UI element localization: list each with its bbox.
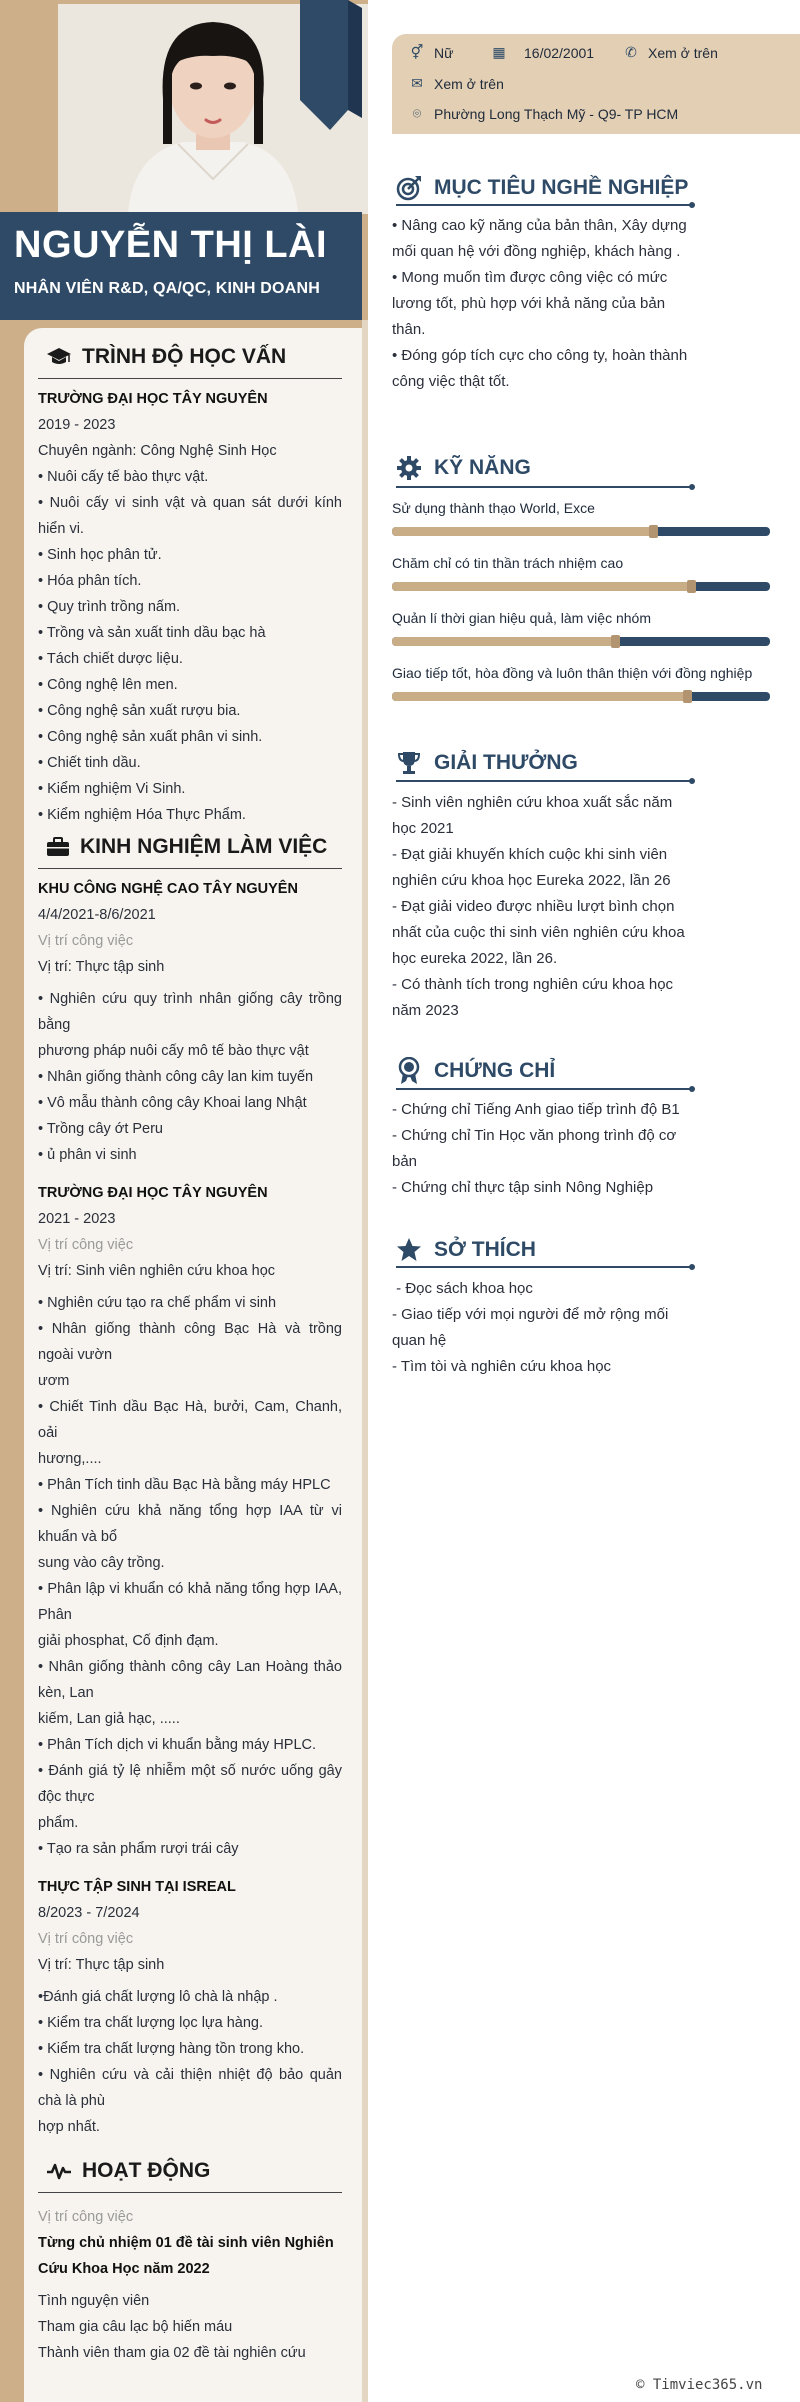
map-pin-icon: ⌾ (412, 105, 422, 121)
skill-bar (392, 582, 770, 591)
job-line: • Nghiên cứu khả năng tổng hợp IAA từ vi khuẩn và bổ (38, 1503, 342, 1545)
job-position: Vị trí: Thực tập sinh (38, 959, 165, 975)
education-divider (38, 378, 342, 379)
trophy-icon (396, 750, 422, 776)
education-years: 2019 - 2023 (38, 417, 116, 433)
job-position: Vị trí: Sinh viên nghiên cứu khoa học (38, 1263, 276, 1279)
skill-label: Sử dụng thành thạo World, Exce (392, 500, 595, 516)
job-org: TRƯỜNG ĐẠI HỌC TÂY NGUYÊN (38, 1185, 268, 1201)
contact-address-value: Phường Long Thạch Mỹ - Q9- TP HCM (434, 105, 679, 122)
hobbies-content (392, 1276, 692, 1380)
contact-gender-value: Nữ (434, 44, 454, 61)
job-title: NHÂN VIÊN R&D, QA/QC, KINH DOANH (14, 280, 320, 297)
job-position: Vị trí: Thực tập sinh (38, 1957, 165, 1973)
education-item: • Kiểm nghiệm Vi Sinh. (38, 781, 186, 797)
experience-heading-label: KINH NGHIỆM LÀM VIỆC (80, 835, 328, 858)
skills-heading (396, 450, 531, 486)
education-item: • Kiểm nghiệm Hóa Thực Phẩm. (38, 807, 246, 823)
education-item: • Tách chiết dược liệu. (38, 651, 183, 667)
medal-icon (396, 1057, 422, 1085)
skill-bar (392, 637, 770, 646)
skill-bar-fill (392, 692, 687, 701)
award-item: - Đạt giải video được nhiều lượt bình chọn nhất của cuộc thi sinh viên nghiên cứu khoa học eureka 2022, lần 26. (392, 898, 685, 967)
job-line: • Nhân giống thành công Bạc Hà và trồng ngoài vườn (38, 1321, 342, 1363)
job-line: • Nghiên cứu quy trình nhân giống cây trồng bằng (38, 991, 342, 1033)
contact-address (408, 105, 678, 122)
job-position-placeholder: Vị trí công việc (38, 1237, 134, 1253)
education-item: • Nuôi cấy vi sinh vật và quan sát dưới kính hiển vi. (38, 495, 342, 537)
objective-item: • Mong muốn tìm được công việc có mức lương tốt, phù hợp với khả năng của bản thân. (392, 269, 668, 338)
job-line: phẩm. (38, 1815, 79, 1831)
pulse-icon (46, 2161, 72, 2181)
skill-bar-fill (392, 637, 615, 646)
full-name: NGUYỄN THỊ LÀI (14, 224, 328, 266)
job-line: ươm (38, 1373, 70, 1389)
certificate-item: - Chứng chỉ thực tập sinh Nông Nghiệp (392, 1179, 654, 1196)
certificates-divider (396, 1088, 692, 1090)
education-heading-label: TRÌNH ĐỘ HỌC VẤN (82, 345, 287, 368)
objective-divider (396, 204, 692, 206)
skill-bar-fill (392, 582, 691, 591)
job-line: sung vào cây trồng. (38, 1555, 165, 1571)
skill-label: Giao tiếp tốt, hòa đồng và luôn thân thiện với đồng nghiệp (392, 665, 753, 681)
job-line: • Vô mẫu thành công cây Khoai lang Nhật (38, 1095, 307, 1111)
skill-bar (392, 692, 770, 701)
panel-shadow (362, 320, 368, 2402)
skill-bar-knob (611, 635, 620, 648)
objective-item: • Nâng cao kỹ năng của bản thân, Xây dựng mối quan hệ với đồng nghiệp, khách hàng . (392, 217, 687, 260)
job-line: • Nghiên cứu tạo ra chế phẩm vi sinh (38, 1295, 277, 1311)
job-line: • Nhân giống thành công cây lan kim tuyến (38, 1069, 314, 1085)
certificates-heading-label: CHỨNG CHỈ (434, 1059, 556, 1082)
phone-icon: ✆ (625, 44, 637, 60)
hobbies-heading (396, 1232, 536, 1268)
gear-icon (396, 455, 422, 481)
activity-item: Tình nguyện viên (38, 2293, 150, 2309)
activities-highlight: Từng chủ nhiệm 01 đề tài sinh viên Nghiên Cứu Khoa Học năm 2022 (38, 2235, 334, 2277)
job-line: • Trồng cây ớt Peru (38, 1121, 163, 1137)
hobby-item: - Tìm tòi và nghiên cứu khoa học (392, 1358, 612, 1375)
objective-heading (396, 170, 688, 206)
photo-corner-ribbon (300, 0, 370, 130)
gender-icon: ⚥ (410, 44, 424, 60)
job-position-placeholder: Vị trí công việc (38, 1931, 134, 1947)
job-line: • Phân lập vi khuẩn có khả năng tổng hợp IAA, Phân (38, 1581, 342, 1623)
left-panel (24, 328, 362, 2402)
education-item: • Trồng và sản xuất tinh dầu bạc hà (38, 625, 266, 641)
job-line: • Tạo ra sản phẩm rượi trái cây (38, 1841, 239, 1857)
footer-watermark: © Timviec365.vn (636, 2377, 763, 2393)
job-line: hợp nhất. (38, 2119, 100, 2135)
certificates-content (392, 1097, 692, 1201)
activities-heading-label: HOẠT ĐỘNG (82, 2159, 211, 2182)
skill-bar-knob (687, 580, 696, 593)
activity-item: Tham gia câu lạc bộ hiến máu (38, 2319, 233, 2335)
skill-label: Quản lí thời gian hiệu quả, làm việc nhóm (392, 610, 651, 626)
award-item: - Sinh viên nghiên cứu khoa xuất sắc năm học 2021 (392, 794, 673, 837)
job-dates: 8/2023 - 7/2024 (38, 1905, 140, 1921)
award-item: - Đạt giải khuyến khích cuộc khi sinh viên nghiên cứu khoa học Eureka 2022, lần 26 (392, 846, 671, 889)
education-item: • Công nghệ sản xuất phân vi sinh. (38, 729, 263, 745)
award-item: - Có thành tích trong nghiên cứu khoa học năm 2023 (392, 976, 674, 1019)
job-org: KHU CÔNG NGHỆ CAO TÂY NGUYÊN (38, 881, 298, 897)
education-item: • Quy trình trồng nấm. (38, 599, 181, 615)
education-school: TRƯỜNG ĐẠI HỌC TÂY NGUYÊN (38, 391, 268, 407)
star-icon (396, 1237, 422, 1263)
experience-heading (46, 830, 327, 864)
job-line: hương,.... (38, 1451, 102, 1467)
contact-gender (408, 44, 453, 61)
education-item: • Nuôi cấy tế bào thực vật. (38, 469, 209, 485)
job-position-placeholder: Vị trí công việc (38, 933, 134, 949)
job-org: THỰC TẬP SINH TẠI ISREAL (38, 1879, 236, 1895)
target-icon (396, 175, 422, 201)
job-line: kiếm, Lan giả hạc, ..... (38, 1711, 180, 1727)
name-banner (0, 212, 362, 320)
awards-heading (396, 745, 578, 781)
skill-label: Chăm chỉ có tin thần trách nhiệm cao (392, 555, 624, 571)
job-line: phương pháp nuôi cấy mô tế bào thực vật (38, 1043, 309, 1059)
contact-phone (622, 44, 718, 61)
contact-birthdate-value: 16/02/2001 (524, 44, 595, 61)
awards-content (392, 790, 692, 1024)
skill-bar (392, 527, 770, 536)
job-line: • Chiết Tinh dầu Bạc Hà, bưởi, Cam, Chanh, oải (38, 1399, 342, 1441)
activity-item: Thành viên tham gia 02 đề tài nghiên cứu (38, 2345, 306, 2361)
education-major: Chuyên ngành: Công Nghệ Sinh Học (38, 443, 277, 459)
education-item: • Công nghệ sản xuất rượu bia. (38, 703, 241, 719)
contact-phone-value: Xem ở trên (648, 44, 718, 61)
calendar-icon: ▦ (492, 44, 506, 60)
activities-divider (38, 2192, 342, 2193)
job-line: • Nghiên cứu và cải thiện nhiệt độ bảo quản chà là phù (38, 2067, 342, 2109)
activities-heading (46, 2154, 210, 2188)
skills-divider (396, 486, 692, 488)
awards-heading-label: GIẢI THƯỞNG (434, 751, 578, 774)
job-dates: 4/4/2021-8/6/2021 (38, 907, 156, 923)
job-line: • Kiểm tra chất lượng hàng tồn trong kho. (38, 2041, 305, 2057)
education-item: • Chiết tinh dầu. (38, 755, 141, 771)
envelope-icon: ✉ (411, 75, 423, 91)
hobby-item: - Đọc sách khoa học (392, 1280, 533, 1297)
skill-bar-knob (683, 690, 692, 703)
education-content (38, 386, 342, 828)
education-item: • Hóa phân tích. (38, 573, 142, 589)
education-item: • Công nghệ lên men. (38, 677, 178, 693)
objective-item: • Đóng góp tích cực cho công ty, hoàn thành công việc thật tốt. (392, 347, 688, 390)
job-line: • Phân Tích tinh dầu Bạc Hà bằng máy HPLC (38, 1477, 331, 1493)
objective-heading-label: MỤC TIÊU NGHỀ NGHIỆP (434, 176, 689, 199)
graduation-cap-icon (46, 347, 72, 367)
job-line: • ủ phân vi sinh (38, 1147, 137, 1163)
experience-divider (38, 868, 342, 869)
job-entry (38, 1874, 342, 2140)
education-item: • Sinh học phân tử. (38, 547, 162, 563)
contact-birthdate (490, 44, 594, 61)
certificate-item: - Chứng chỉ Tin Học văn phong trình độ cơ bản (392, 1127, 677, 1170)
education-heading (46, 340, 286, 374)
job-line: • Nhân giống thành công cây Lan Hoàng thảo kèn, Lan (38, 1659, 342, 1701)
contact-email (408, 75, 504, 92)
hobbies-divider (396, 1266, 692, 1268)
skills-heading-label: KỸ NĂNG (434, 456, 531, 479)
hobbies-heading-label: SỞ THÍCH (434, 1238, 536, 1261)
activities-content (38, 2204, 342, 2366)
objective-content (392, 213, 692, 395)
job-line: • Đánh giá tỷ lệ nhiễm một số nước uống gây độc thực (38, 1763, 342, 1805)
job-entry (38, 876, 342, 1168)
skill-bar-knob (649, 525, 658, 538)
experience-content (38, 876, 342, 2140)
job-line: •Đánh giá chất lượng lô chà là nhập . (38, 1989, 278, 2005)
job-line: giải phosphat, Cố định đạm. (38, 1633, 219, 1649)
job-line: • Phân Tích dịch vi khuẩn bằng máy HPLC. (38, 1737, 317, 1753)
job-dates: 2021 - 2023 (38, 1211, 116, 1227)
certificates-heading (396, 1053, 555, 1089)
contact-email-value: Xem ở trên (434, 75, 504, 92)
briefcase-icon (46, 837, 70, 857)
awards-divider (396, 780, 692, 782)
job-entry (38, 1180, 342, 1862)
activities-placeholder: Vị trí công việc (38, 2209, 134, 2225)
hobby-item: - Giao tiếp với mọi người để mở rộng mối quan hệ (392, 1306, 669, 1349)
certificate-item: - Chứng chỉ Tiếng Anh giao tiếp trình độ B1 (392, 1101, 680, 1118)
job-line: • Kiểm tra chất lượng lọc lựa hàng. (38, 2015, 264, 2031)
skill-bar-fill (392, 527, 653, 536)
